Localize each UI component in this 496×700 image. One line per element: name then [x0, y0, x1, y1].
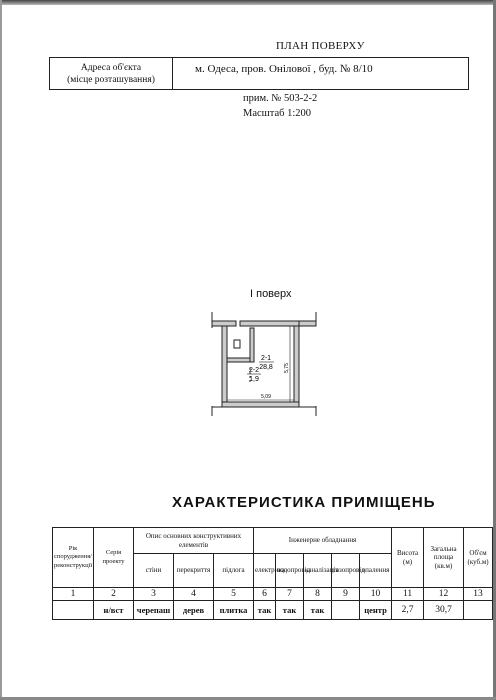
room-area-label: 1,9: [249, 376, 259, 383]
wall-left: [222, 326, 227, 406]
column-number: 1: [53, 588, 94, 601]
column-number: 3: [134, 588, 174, 601]
address-box: [49, 57, 469, 90]
room-area-label: 28,8: [259, 364, 273, 371]
header-electric: електрика: [254, 554, 276, 588]
characteristics-table: [52, 527, 493, 620]
column-number: 10: [360, 588, 392, 601]
address-label: [50, 58, 173, 89]
cell-series: н/вст: [94, 601, 134, 620]
table-number-row: [53, 588, 493, 601]
toilet-icon: [234, 340, 240, 348]
column-number: 6: [254, 588, 276, 601]
floor-plan-drawing: [210, 312, 320, 418]
column-number: 11: [392, 588, 424, 601]
column-number: 5: [214, 588, 254, 601]
room-id-label: 2-1: [260, 355, 272, 362]
address-value: м. Одеса, пров. Онілової , буд. № 8/10: [195, 63, 373, 75]
cell-electric: так: [254, 601, 276, 620]
header-water: водопровід: [276, 554, 304, 588]
header-heating: опалення: [360, 554, 392, 588]
column-number: 2: [94, 588, 134, 601]
floor-label: І поверх: [250, 288, 292, 300]
header-series: Серія проекту: [94, 528, 134, 588]
column-number: 8: [304, 588, 332, 601]
column-number: 12: [424, 588, 464, 601]
column-number: 7: [276, 588, 304, 601]
header-volume: Об'єм (куб.м): [464, 528, 493, 588]
address-label-line2: (місце розташування): [67, 74, 155, 85]
dimension-width-label: 5,09: [261, 394, 271, 400]
cell-floors: плитка: [214, 601, 254, 620]
cell-area: 30,7: [424, 601, 464, 620]
column-number: 9: [332, 588, 360, 601]
table-title: ХАРАКТЕРИСТИКА ПРИМІЩЕНЬ: [172, 494, 436, 511]
partition: [227, 358, 250, 362]
plan-title: ПЛАН ПОВЕРХУ: [276, 40, 365, 52]
header-floors: підлога: [214, 554, 254, 588]
header-overlap: перекриття: [174, 554, 214, 588]
header-area: Загальна площа (кв.м): [424, 528, 464, 588]
scale-label: Масштаб 1:200: [243, 108, 312, 119]
header-description: Опис основних конструктивних елементів: [134, 528, 254, 554]
column-number: 4: [174, 588, 214, 601]
scan-edge-left: [0, 0, 2, 700]
wall-extension: [299, 321, 316, 326]
header-engineering: Інженерне обладнання: [254, 528, 392, 554]
cell-height: 2,7: [392, 601, 424, 620]
table-row: [53, 601, 493, 620]
partition: [250, 328, 254, 362]
wall-segment: [212, 321, 236, 326]
cell-volume: [464, 601, 493, 620]
header-height: Висота (м): [392, 528, 424, 588]
cell-overlap: дерев: [174, 601, 214, 620]
cell-gas: [332, 601, 360, 620]
dimension-height-label: 5,75: [284, 363, 290, 373]
cell-water: так: [276, 601, 304, 620]
header-year: Рік спорудження/ реконструкції: [53, 528, 94, 588]
cell-heating: центр: [360, 601, 392, 620]
scan-edge-top: [0, 0, 496, 5]
room-id-label: 2-2: [248, 367, 260, 374]
address-label-line1: Адреса об'єкта: [80, 62, 142, 73]
cell-sewer: так: [304, 601, 332, 620]
header-walls: стіни: [134, 554, 174, 588]
column-number: 13: [464, 588, 493, 601]
header-sewer: каналізація: [304, 554, 332, 588]
wall-bottom: [222, 402, 299, 407]
cell-year: [53, 601, 94, 620]
wall-right: [294, 326, 299, 406]
header-gas: газопровід: [332, 554, 360, 588]
table-header-row: [53, 528, 493, 554]
premises-number: прим. № 503-2-2: [243, 93, 318, 104]
cell-walls: черепаш: [134, 601, 174, 620]
